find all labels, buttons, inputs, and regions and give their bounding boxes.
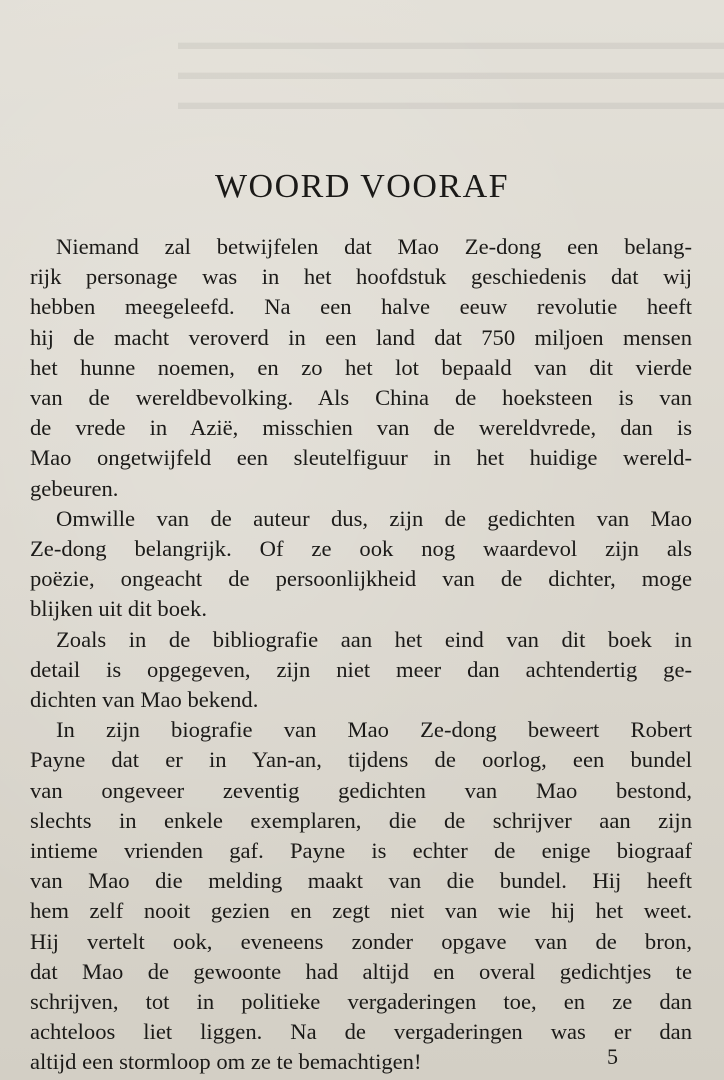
text-line: Zoals in de bibliografie aan het eind van dit boek in (56, 626, 692, 652)
paragraph (30, 504, 692, 625)
text-line: van ongeveer zeventig gedichten van Mao bestond, (30, 777, 692, 803)
text-line: In zijn biografie van Mao Ze-dong beweert Robert (56, 717, 692, 743)
text-line: detail is opgegeven, zijn niet meer dan achtendertig ge- (30, 656, 692, 682)
text-line: hebben meegeleefd. Na een halve eeuw revolutie heeft (30, 294, 692, 320)
text-line: altijd een stormloop om ze te bemachtigen! (30, 1049, 422, 1075)
show-through-texture: ▬▬▬▬▬▬▬▬▬▬▬▬▬▬▬▬▬▬▬▬▬▬▬▬▬▬ (178, 60, 724, 84)
text-line: dat Mao de gewoonte had altijd en overal gedichtjes te (30, 958, 692, 984)
paragraph (30, 715, 692, 1077)
paragraph (30, 625, 692, 716)
text-line: hij de macht veroverd in een land dat 750 miljoen mensen (30, 324, 692, 350)
text-line: achteloos liet liggen. Na de vergaderingen was er dan (30, 1019, 692, 1045)
text-line: slechts in enkele exemplaren, die de schrijver aan zijn (30, 807, 692, 833)
show-through-texture: ▬▬▬▬▬▬▬▬▬▬▬▬▬▬▬▬▬▬▬▬▬▬▬▬▬▬ (178, 90, 724, 114)
paragraph (30, 232, 692, 504)
text-line: de vrede in Azië, misschien van de wereldvrede, dan is (30, 415, 692, 441)
page-number: 5 (607, 1044, 618, 1069)
text-line: Omwille van de auteur dus, zijn de gedichten van Mao (56, 505, 692, 531)
text-line: rijk personage was in het hoofdstuk geschiedenis dat wij (30, 264, 692, 290)
text-line: Niemand zal betwijfelen dat Mao Ze-dong een belang- (56, 234, 692, 259)
text-line: Payne dat er in Yan-an, tijdens de oorlog, een bundel (30, 747, 692, 773)
text-line: blijken uit dit boek. (30, 596, 207, 622)
text-line: Mao ongetwijfeld een sleutelfiguur in het huidige wereld- (30, 445, 692, 471)
text-line: hem zelf nooit gezien en zegt niet van wie hij het weet. (30, 898, 692, 924)
text-line: Hij vertelt ook, eveneens zonder opgave van de bron, (30, 928, 692, 954)
text-line: van de wereldbevolking. Als China de hoeksteen is van (30, 385, 692, 411)
text-line: dichten van Mao bekend. (30, 687, 259, 713)
page-title: WOORD VOORAF (214, 168, 510, 205)
body-text (30, 232, 692, 1078)
show-through-texture: ▬▬▬▬▬▬▬▬▬▬▬▬▬▬▬▬▬▬▬▬▬▬▬▬▬▬ (178, 30, 724, 54)
text-line: van Mao die melding maakt van die bundel. Hij heeft (30, 868, 692, 894)
text-line: poëzie, ongeacht de persoonlijkheid van de dichter, moge (30, 566, 692, 592)
text-line: gebeuren. (30, 475, 119, 501)
text-line: Ze-dong belangrijk. Of ze ook nog waardevol zijn als (30, 536, 692, 562)
text-line: schrijven, tot in politieke vergaderingen toe, en ze dan (30, 989, 692, 1015)
text-line: het hunne noemen, en zo het lot bepaald van dit vierde (30, 354, 692, 380)
text-line: intieme vrienden gaf. Payne is echter de enige biograaf (30, 838, 692, 864)
